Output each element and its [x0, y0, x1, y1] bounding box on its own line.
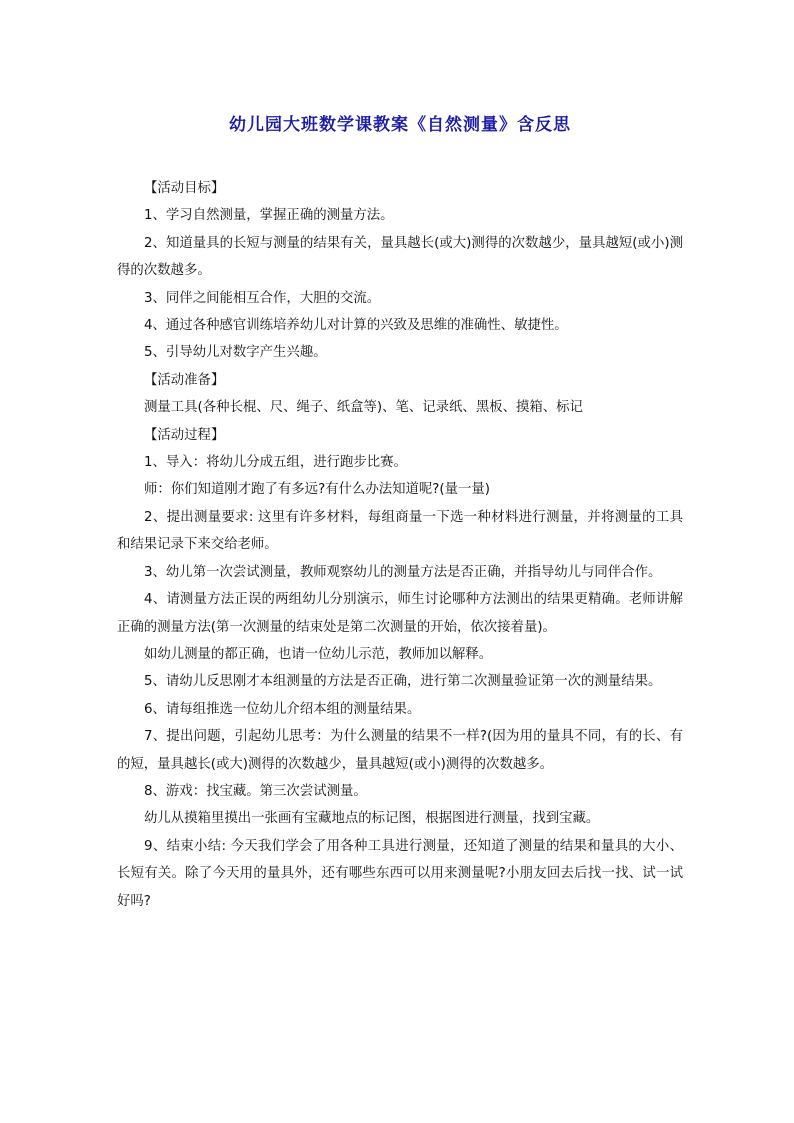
paragraph: 师：你们知道刚才跑了有多远?有什么办法知道呢?(量一量) — [144, 482, 491, 498]
paragraph: 1、导入：将幼儿分成五组，进行跑步比赛。 — [144, 455, 407, 471]
document-title: 幼儿园大班数学课教案《自然测量》含反思 — [229, 115, 571, 135]
paragraph: 测量工具(各种长棍、尺、绳子、纸盒等)、笔、记录纸、黑板、摸箱、标记 — [144, 400, 583, 416]
paragraph: 5、引导幼儿对数字产生兴趣。 — [144, 345, 327, 361]
document-body — [117, 175, 683, 915]
paragraph: 3、同伴之间能相互合作，大胆的交流。 — [144, 290, 381, 306]
paragraph: 4、请测量方法正误的两组幼儿分别演示，师生讨论哪种方法测出的结果更精确。老师讲解正确的测量方法(第一次测量的结束处是第二次测量的开始，依次接着量)。 — [117, 592, 683, 635]
paragraph: 4、通过各种感官训练培养幼儿对计算的兴致及思维的准确性、敏捷性。 — [144, 318, 568, 334]
paragraph: 6、请每组推选一位幼儿介绍本组的测量结果。 — [144, 701, 421, 717]
section-heading-goals: 【活动目标】 — [144, 181, 225, 196]
paragraph: 2、知道量具的长短与测量的结果有关，量具越长(或大)测得的次数越少，量具越短(或小)测得的次数越多。 — [117, 235, 683, 279]
paragraph: 5、请幼儿反思刚才本组测量的方法是否正确，进行第二次测量验证第一次的测量结果。 — [144, 674, 662, 690]
paragraph: 7、提出问题，引起幼儿思考：为什么测量的结果不一样?(因为用的量具不同，有的长、有的短，量具越长(或大)测得的次数越少，量具越短(或小)测得的次数越多。 — [117, 729, 683, 772]
paragraph: 8、游戏：找宝藏。第三次尝试测量。 — [144, 783, 367, 799]
paragraph: 2、提出测量要求: 这里有许多材料，每组商量一下选一种材料进行测量，并将测量的工具和结果记录下来交给老师。 — [117, 509, 683, 553]
section-heading-preparation: 【活动准备】 — [144, 372, 225, 388]
paragraph: 幼儿从摸箱里摸出一张画有宝藏地点的标记图，根据图进行测量，找到宝藏。 — [144, 811, 600, 827]
paragraph: 如幼儿测量的都正确，也请一位幼儿示范，教师加以解释。 — [144, 646, 493, 662]
section-heading-process: 【活动过程】 — [144, 427, 225, 443]
paragraph: 9、结束小结: 今天我们学会了用各种工具进行测量，还知道了测量的结果和量具的大小、长短有关。除了今天用的量具外，还有哪些东西可以用来测量呢?小朋友回去后找一找、试一试好吗? — [117, 838, 683, 909]
paragraph: 3、幼儿第一次尝试测量，教师观察幼儿的测量方法是否正确，并指导幼儿与同伴合作。 — [144, 564, 662, 580]
paragraph: 1、学习自然测量，掌握正确的测量方法。 — [144, 208, 394, 224]
